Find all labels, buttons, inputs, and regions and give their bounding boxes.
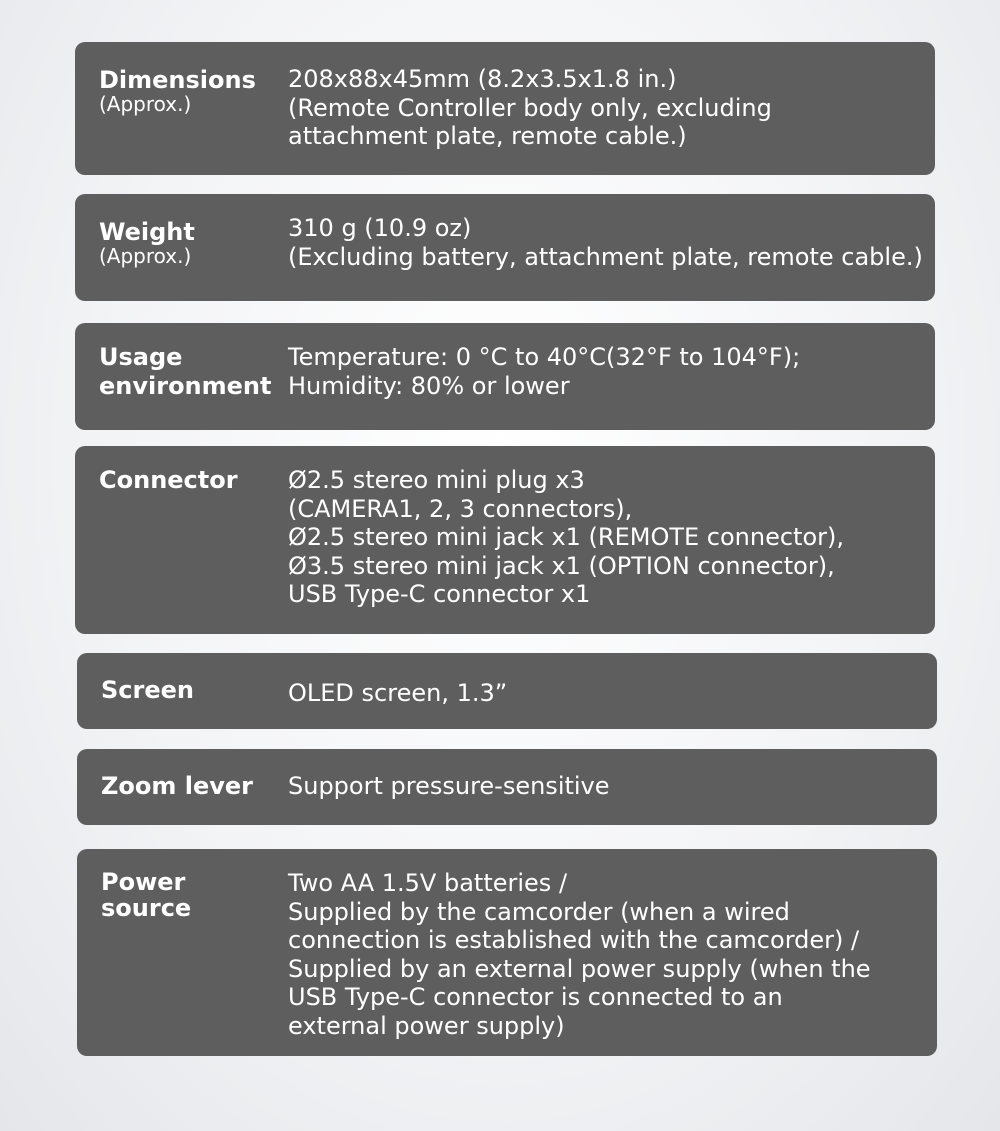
spec-value-line: 310 g (10.9 oz) <box>288 214 472 242</box>
spec-value-line: (Remote Controller body only, excluding <box>288 93 772 122</box>
spec-label-title: source <box>101 894 192 922</box>
spec-label-title: Weight <box>99 218 195 246</box>
spec-value <box>288 466 844 609</box>
spec-value-line: Ø2.5 stereo mini plug x3 <box>288 466 585 494</box>
spec-value <box>288 65 772 151</box>
spec-value-line: Temperature: 0 °C to 40°C(32°F to 104°F); <box>288 343 801 371</box>
spec-label-approx: (Approx.) <box>99 92 192 116</box>
spec-label-approx: (Approx.) <box>99 244 192 268</box>
spec-card-power-source <box>77 849 937 1056</box>
spec-label <box>99 466 238 494</box>
spec-label-title: Zoom lever <box>101 772 254 800</box>
spec-value-line: (Excluding battery, attachment plate, remote cable.) <box>288 242 923 271</box>
spec-value-line: attachment plate, remote cable.) <box>288 122 687 150</box>
spec-label <box>99 343 272 401</box>
spec-card-zoom-lever <box>77 749 937 825</box>
spec-label <box>101 676 194 704</box>
spec-value <box>288 679 507 708</box>
spec-value <box>288 343 800 400</box>
spec-value <box>288 772 610 801</box>
spec-label <box>101 772 253 800</box>
spec-label-title: environment <box>99 372 272 400</box>
spec-label-title: Usage <box>99 343 183 371</box>
spec-value-line: OLED screen, 1.3” <box>288 679 508 707</box>
spec-value <box>288 869 871 1040</box>
spec-value-line: Supplied by an external power supply (when the <box>288 954 871 983</box>
spec-value-line: Support pressure-sensitive <box>288 772 610 800</box>
spec-label-title: Connector <box>99 466 238 494</box>
spec-label-title: Dimensions <box>99 66 256 94</box>
spec-label-title: Power <box>101 868 186 896</box>
spec-card-dimensions <box>75 42 935 175</box>
spec-value-line: connection is established with the camcorder) / <box>288 926 860 954</box>
spec-card-weight <box>75 194 935 301</box>
spec-label <box>99 66 256 114</box>
spec-label <box>99 218 195 266</box>
spec-label <box>101 869 191 921</box>
spec-card-connector <box>75 446 935 634</box>
spec-value-line: Two AA 1.5V batteries / <box>288 869 568 897</box>
spec-value-line: USB Type-C connector is connected to an <box>288 983 783 1011</box>
spec-value-line: (CAMERA1, 2, 3 connectors), <box>288 494 633 523</box>
spec-value-line: USB Type-C connector x1 <box>288 580 591 608</box>
spec-card-usage-environment <box>75 323 935 430</box>
spec-value-line: external power supply) <box>288 1011 565 1040</box>
spec-value-line: Ø3.5 stereo mini jack x1 (OPTION connector), <box>288 551 835 580</box>
spec-card-screen <box>77 653 937 729</box>
spec-value-line: Supplied by the camcorder (when a wired <box>288 897 790 926</box>
spec-value-line: Humidity: 80% or lower <box>288 371 570 400</box>
spec-value-line: 208x88x45mm (8.2x3.5x1.8 in.) <box>288 65 677 93</box>
spec-value <box>288 214 923 271</box>
spec-value-line: Ø2.5 stereo mini jack x1 (REMOTE connector), <box>288 523 845 551</box>
spec-label-title: Screen <box>101 676 194 704</box>
